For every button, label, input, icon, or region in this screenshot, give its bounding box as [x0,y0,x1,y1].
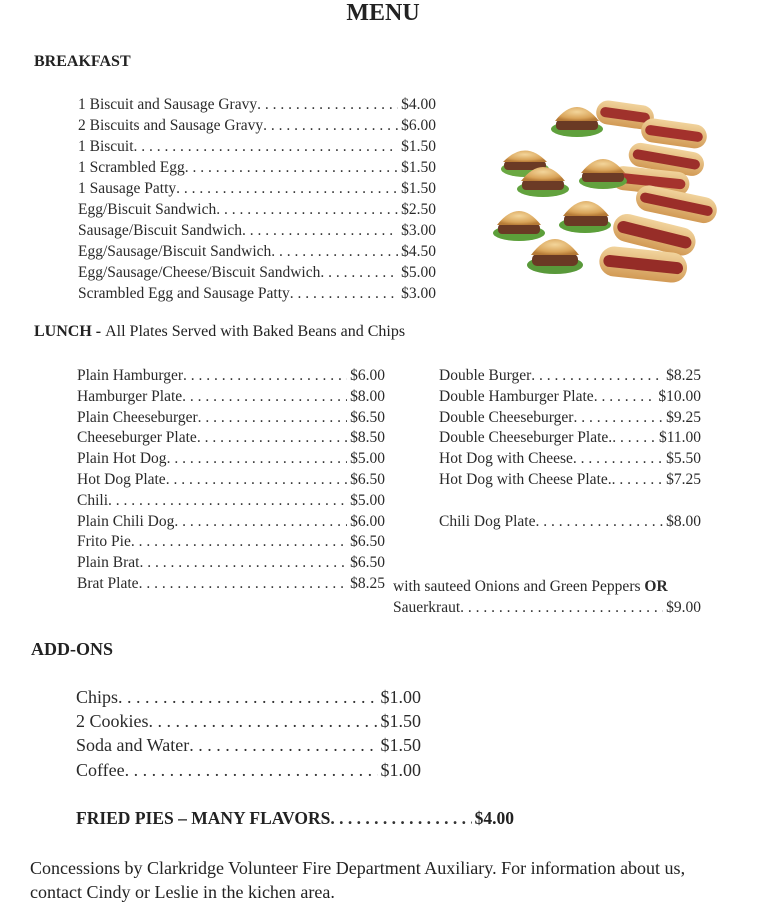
dot-leader [189,733,377,757]
dot-leader [131,532,347,553]
item-name: Hot Dog with Cheese [439,450,573,468]
item-price: $8.00 [666,512,701,530]
menu-title: MENU [346,0,420,26]
menu-item [78,241,436,262]
dot-leader [125,758,378,782]
item-price: $6.50 [350,554,385,572]
item-name: 1 Sausage Patty [78,180,177,197]
dot-leader [134,136,399,157]
dot-leader [167,449,348,470]
menu-item [76,709,421,733]
item-name: Scrambled Egg and Sausage Patty [78,285,290,302]
dot-leader [573,408,663,429]
item-price: $4.00 [474,808,514,828]
item-name: Chili Dog Plate [439,512,536,530]
dot-leader [612,470,663,491]
item-price: $6.50 [350,470,385,488]
menu-item [77,512,385,533]
brat-option-text: with sauteed Onions and Green Peppers [393,578,645,595]
menu-item [439,512,701,533]
item-price: $8.50 [350,429,385,447]
item-price: $6.50 [350,408,385,426]
dot-leader [166,470,347,491]
dot-leader [330,808,471,829]
dot-leader [198,408,347,429]
menu-item [76,733,421,757]
dot-leader [242,220,398,241]
item-price: $8.00 [350,387,385,405]
item-name: Chips [76,687,119,707]
item-name: Double Cheeseburger Plate. [439,429,613,447]
menu-item [393,597,701,618]
lunch-right-list [439,366,701,532]
breakfast-heading: BREAKFAST [34,53,131,70]
item-price: $6.00 [350,367,385,384]
dot-leader [271,241,398,262]
menu-item [78,199,436,220]
item-name: 2 Cookies [76,711,149,732]
menu-item [78,157,436,178]
menu-item [439,428,701,449]
item-price: $1.50 [380,735,421,756]
dot-leader [149,709,378,733]
item-name: Coffee [76,759,125,780]
menu-item [77,491,385,512]
dot-leader [197,428,347,449]
dot-leader [139,574,348,595]
item-name: Hot Dog with Cheese Plate. [439,470,612,488]
item-name: FRIED PIES – MANY FLAVORS [76,808,331,828]
dot-leader [257,94,398,115]
item-name: Sauerkraut [393,599,461,616]
lunch-heading [34,323,405,341]
item-price: $9.25 [666,408,701,426]
item-name: Double Cheeseburger [439,408,574,426]
item-price: $5.00 [350,491,385,509]
lunch-left-list [77,366,385,595]
footer-note: Concessions by Clarkridge Volunteer Fire Department Auxiliary. For information about us, contact Cindy or Leslie in the kichen area. [30,858,686,902]
menu-item [77,553,385,574]
menu-item [439,366,701,387]
item-name: Egg/Sausage/Cheese/Biscuit Sandwich [78,264,321,281]
spacer [439,491,701,512]
dot-leader [573,449,663,470]
item-price: $1.50 [401,159,436,176]
lunch-title: LUNCH [34,323,92,340]
menu-item [77,366,385,387]
menu-item [439,387,701,408]
dot-leader [108,491,347,512]
menu-item [76,808,514,829]
menu-item [78,115,436,136]
item-name: Hamburger Plate [77,387,183,405]
burgers-hotdogs-photo [493,95,753,300]
item-price: $3.00 [401,222,436,239]
menu-item [77,449,385,470]
dot-leader [263,115,398,136]
item-name: Egg/Biscuit Sandwich [78,201,217,218]
addons-heading: ADD-ONS [31,639,114,659]
item-price: $1.00 [380,759,421,780]
item-name: Plain Hamburger [77,367,184,384]
item-price: $5.50 [666,450,701,468]
item-price: $10.00 [658,387,701,405]
item-name: Plain Hot Dog [77,450,167,468]
menu-item [77,428,385,449]
item-price: $6.50 [350,533,385,551]
item-price: $1.00 [380,687,421,707]
item-name: Plain Chili Dog [77,512,175,530]
addons-list [76,685,421,782]
item-name: Chili [77,491,109,509]
menu-item [78,136,436,157]
lunch-separator: - [91,323,106,340]
item-name: Double Hamburger Plate [439,387,594,405]
menu-item [439,470,701,491]
dot-leader [460,597,663,618]
menu-item [439,449,701,470]
item-name: Egg/Sausage/Biscuit Sandwich [78,243,272,260]
item-name: Plain Cheeseburger [77,408,198,426]
item-price: $3.00 [401,285,436,302]
item-price: $4.00 [401,96,436,113]
menu-item [77,408,385,429]
item-name: Brat Plate [77,574,139,592]
menu-item [77,574,385,595]
menu-item [76,758,421,782]
dot-leader [185,157,398,178]
item-price: $8.25 [666,367,701,384]
menu-item [78,283,436,304]
menu-item [78,262,436,283]
menu-item [78,178,436,199]
brat-option-or: OR [644,578,668,595]
menu-item [77,470,385,491]
item-price: $5.00 [350,450,385,468]
dot-leader [320,262,398,283]
brat-option-note [393,576,668,597]
dot-leader [139,553,347,574]
item-price: $4.50 [401,243,436,260]
menu-item [78,220,436,241]
hotdog-group [595,99,720,284]
dot-leader [183,366,347,387]
item-name: 2 Biscuits and Sausage Gravy [78,117,264,134]
fried-pies-item [76,808,514,829]
item-name: Hot Dog Plate [77,470,166,488]
item-name: Frito Pie [77,533,131,551]
menu-item [77,387,385,408]
dot-leader [594,387,656,408]
item-name: Cheeseburger Plate [77,429,197,447]
dot-leader [290,283,398,304]
item-price: $5.00 [401,264,436,281]
dot-leader [176,178,398,199]
menu-item [77,532,385,553]
dot-leader [118,685,377,709]
dot-leader [174,512,347,533]
item-name: 1 Biscuit and Sausage Gravy [78,96,258,113]
item-price: $6.00 [401,117,436,134]
dot-leader [535,512,663,533]
item-price: $2.50 [401,201,436,218]
item-price: $1.50 [401,138,436,155]
breakfast-list [78,94,436,304]
sauerkraut-item [393,597,701,618]
dot-leader [216,199,398,220]
item-price: $1.50 [380,711,421,732]
dot-leader [612,428,656,449]
menu-item [76,685,421,709]
item-price: $8.25 [350,574,385,592]
item-price: $9.00 [666,599,701,616]
item-price: $11.00 [658,429,701,447]
dot-leader [182,387,347,408]
dot-leader [531,366,663,387]
item-name: Soda and Water [76,735,190,756]
item-name: 1 Scrambled Egg [78,159,185,176]
item-price: $6.00 [350,512,385,530]
item-name: Plain Brat [77,554,140,572]
item-price: $1.50 [401,180,436,197]
item-name: Double Burger [439,367,532,384]
menu-item [439,408,701,429]
lunch-note: All Plates Served with Baked Beans and Chips [105,323,406,340]
menu-item [78,94,436,115]
item-name: 1 Biscuit [78,138,134,155]
item-price: $7.25 [666,470,701,488]
item-name: Sausage/Biscuit Sandwich [78,222,243,239]
